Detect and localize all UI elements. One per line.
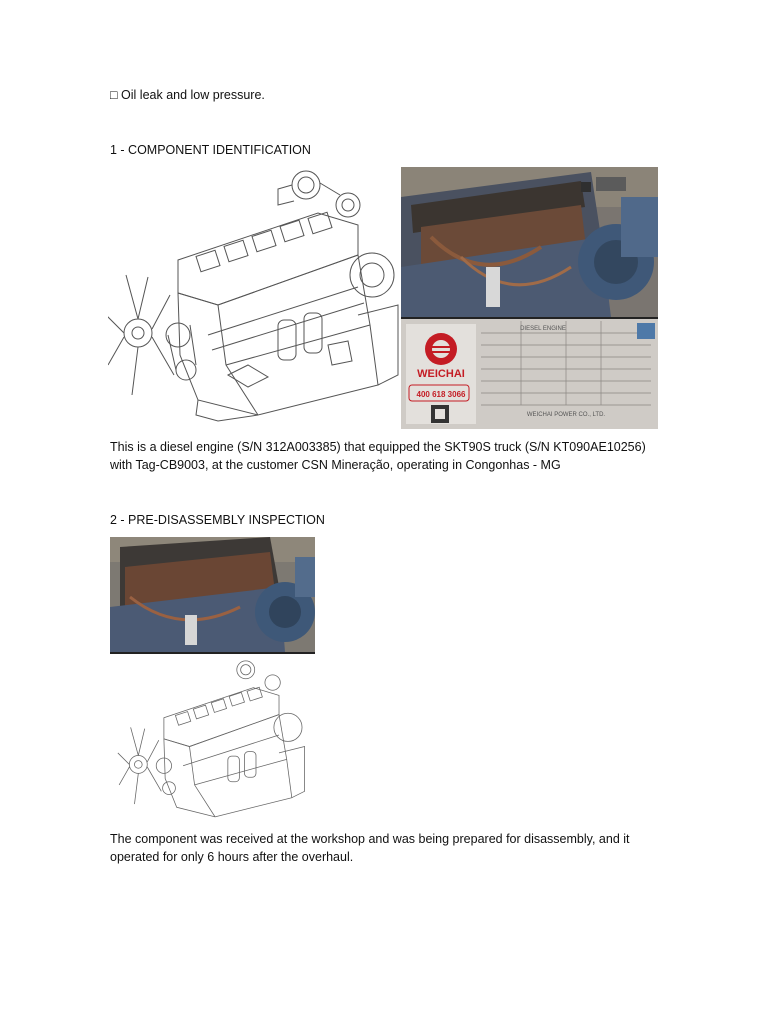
- checkbox-glyph: □: [110, 88, 118, 102]
- engine-photo-inspection: [110, 537, 315, 654]
- section-1-paragraph-line-1: This is a diesel engine (S/N 312A003385) that equipped the SKT90S truck (S/N KT090AE10256): [110, 440, 646, 454]
- engine-line-drawing: [108, 165, 400, 423]
- nameplate-photo: [401, 317, 658, 429]
- nameplate-company: WEICHAI POWER CO., LTD.: [526, 412, 606, 418]
- document-title: [110, 86, 265, 104]
- section-2-paragraph-line-2: operated for only 6 hours after the overhaul.: [110, 850, 354, 864]
- engine-photo: [401, 167, 658, 317]
- section-1-paragraph-line-2: with Tag-CB9003, at the customer CSN Mineração, operating in Congonhas - MG: [110, 458, 561, 472]
- section-2-paragraph-line-1: The component was received at the workshop and was being prepared for disassembly, and it: [110, 832, 630, 846]
- section-2-heading: 2 - PRE-DISASSEMBLY INSPECTION: [110, 513, 325, 527]
- engine-line-drawing-small: [110, 657, 315, 822]
- nameplate-product: DIESEL ENGINE: [520, 326, 566, 332]
- section-1-heading: 1 - COMPONENT IDENTIFICATION: [110, 143, 311, 157]
- nameplate-phone: 400 618 3066: [416, 390, 466, 399]
- nameplate-brand: WEICHAI: [417, 368, 465, 380]
- title-text: Oil leak and low pressure.: [121, 88, 265, 102]
